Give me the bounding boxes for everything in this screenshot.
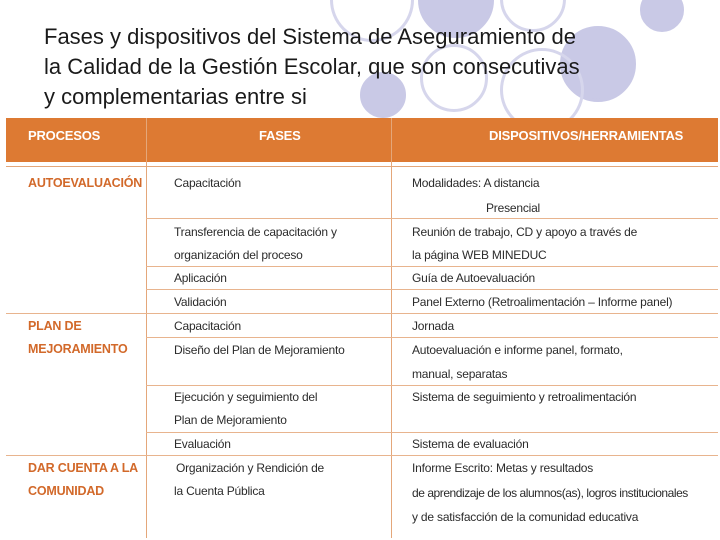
title-line: la Calidad de la Gestión Escolar, que son consecutivas	[44, 54, 580, 79]
title-line: y complementarias entre si	[44, 84, 307, 109]
dispositivo-cell: Jornada	[412, 319, 454, 333]
phases-table	[6, 118, 718, 538]
dispositivo-cell: y de satisfacción de la comunidad educativa	[412, 510, 639, 524]
process-dar-cuenta: COMUNIDAD	[28, 484, 104, 498]
fase-cell: Diseño del Plan de Mejoramiento	[174, 343, 345, 357]
table-header	[6, 118, 718, 162]
row-divider	[6, 166, 718, 167]
dispositivo-cell: Reunión de trabajo, CD y apoyo a través de	[412, 225, 638, 239]
process-plan-mejoramiento: MEJORAMIENTO	[28, 342, 128, 356]
dispositivo-cell: Autoevaluación e informe panel, formato,	[412, 343, 623, 357]
fase-cell: organización del proceso	[174, 248, 303, 262]
row-divider	[146, 218, 718, 219]
dispositivo-cell: manual, separatas	[412, 367, 508, 381]
fase-cell: Capacitación	[174, 319, 241, 333]
dispositivo-cell: la página WEB MINEDUC	[412, 248, 547, 262]
dispositivo-cell: Panel Externo (Retroalimentación – Informe panel)	[412, 295, 673, 309]
fase-cell: la Cuenta Pública	[174, 484, 265, 498]
column-divider	[391, 118, 392, 538]
dispositivo-cell: Presencial	[486, 201, 541, 215]
column-divider	[146, 118, 147, 538]
process-plan-mejoramiento: PLAN DE	[28, 319, 82, 333]
slide-title	[44, 22, 704, 112]
fase-cell: Ejecución y seguimiento del	[174, 390, 318, 404]
dispositivo-cell: Sistema de seguimiento y retroalimentación	[412, 390, 637, 404]
fase-cell: Evaluación	[174, 437, 231, 451]
fase-cell: Transferencia de capacitación y	[174, 225, 337, 239]
process-dar-cuenta: DAR CUENTA A LA	[28, 461, 138, 475]
header-dispositivos: DISPOSITIVOS/HERRAMIENTAS	[489, 128, 684, 143]
dispositivo-cell: Informe Escrito: Metas y resultados	[412, 461, 594, 475]
header-procesos: PROCESOS	[28, 128, 101, 143]
row-divider	[6, 455, 718, 456]
header-fases: FASES	[259, 128, 301, 143]
dispositivo-cell: Modalidades: A distancia	[412, 176, 540, 190]
fase-cell: Aplicación	[174, 271, 227, 285]
title-line: Fases y dispositivos del Sistema de Aseguramiento de	[44, 24, 576, 49]
dispositivo-cell: Guía de Autoevaluación	[412, 271, 536, 285]
fase-cell: Capacitación	[174, 176, 241, 190]
fase-cell: Organización y Rendición de	[176, 461, 325, 475]
dispositivo-cell: Sistema de evaluación	[412, 437, 529, 451]
fase-cell: Validación	[174, 295, 227, 309]
fase-cell: Plan de Mejoramiento	[174, 413, 287, 427]
process-autoevaluacion: AUTOEVALUACIÓN	[28, 176, 143, 190]
dispositivo-cell: de aprendizaje de los alumnos(as), logros institucionales	[412, 486, 688, 500]
